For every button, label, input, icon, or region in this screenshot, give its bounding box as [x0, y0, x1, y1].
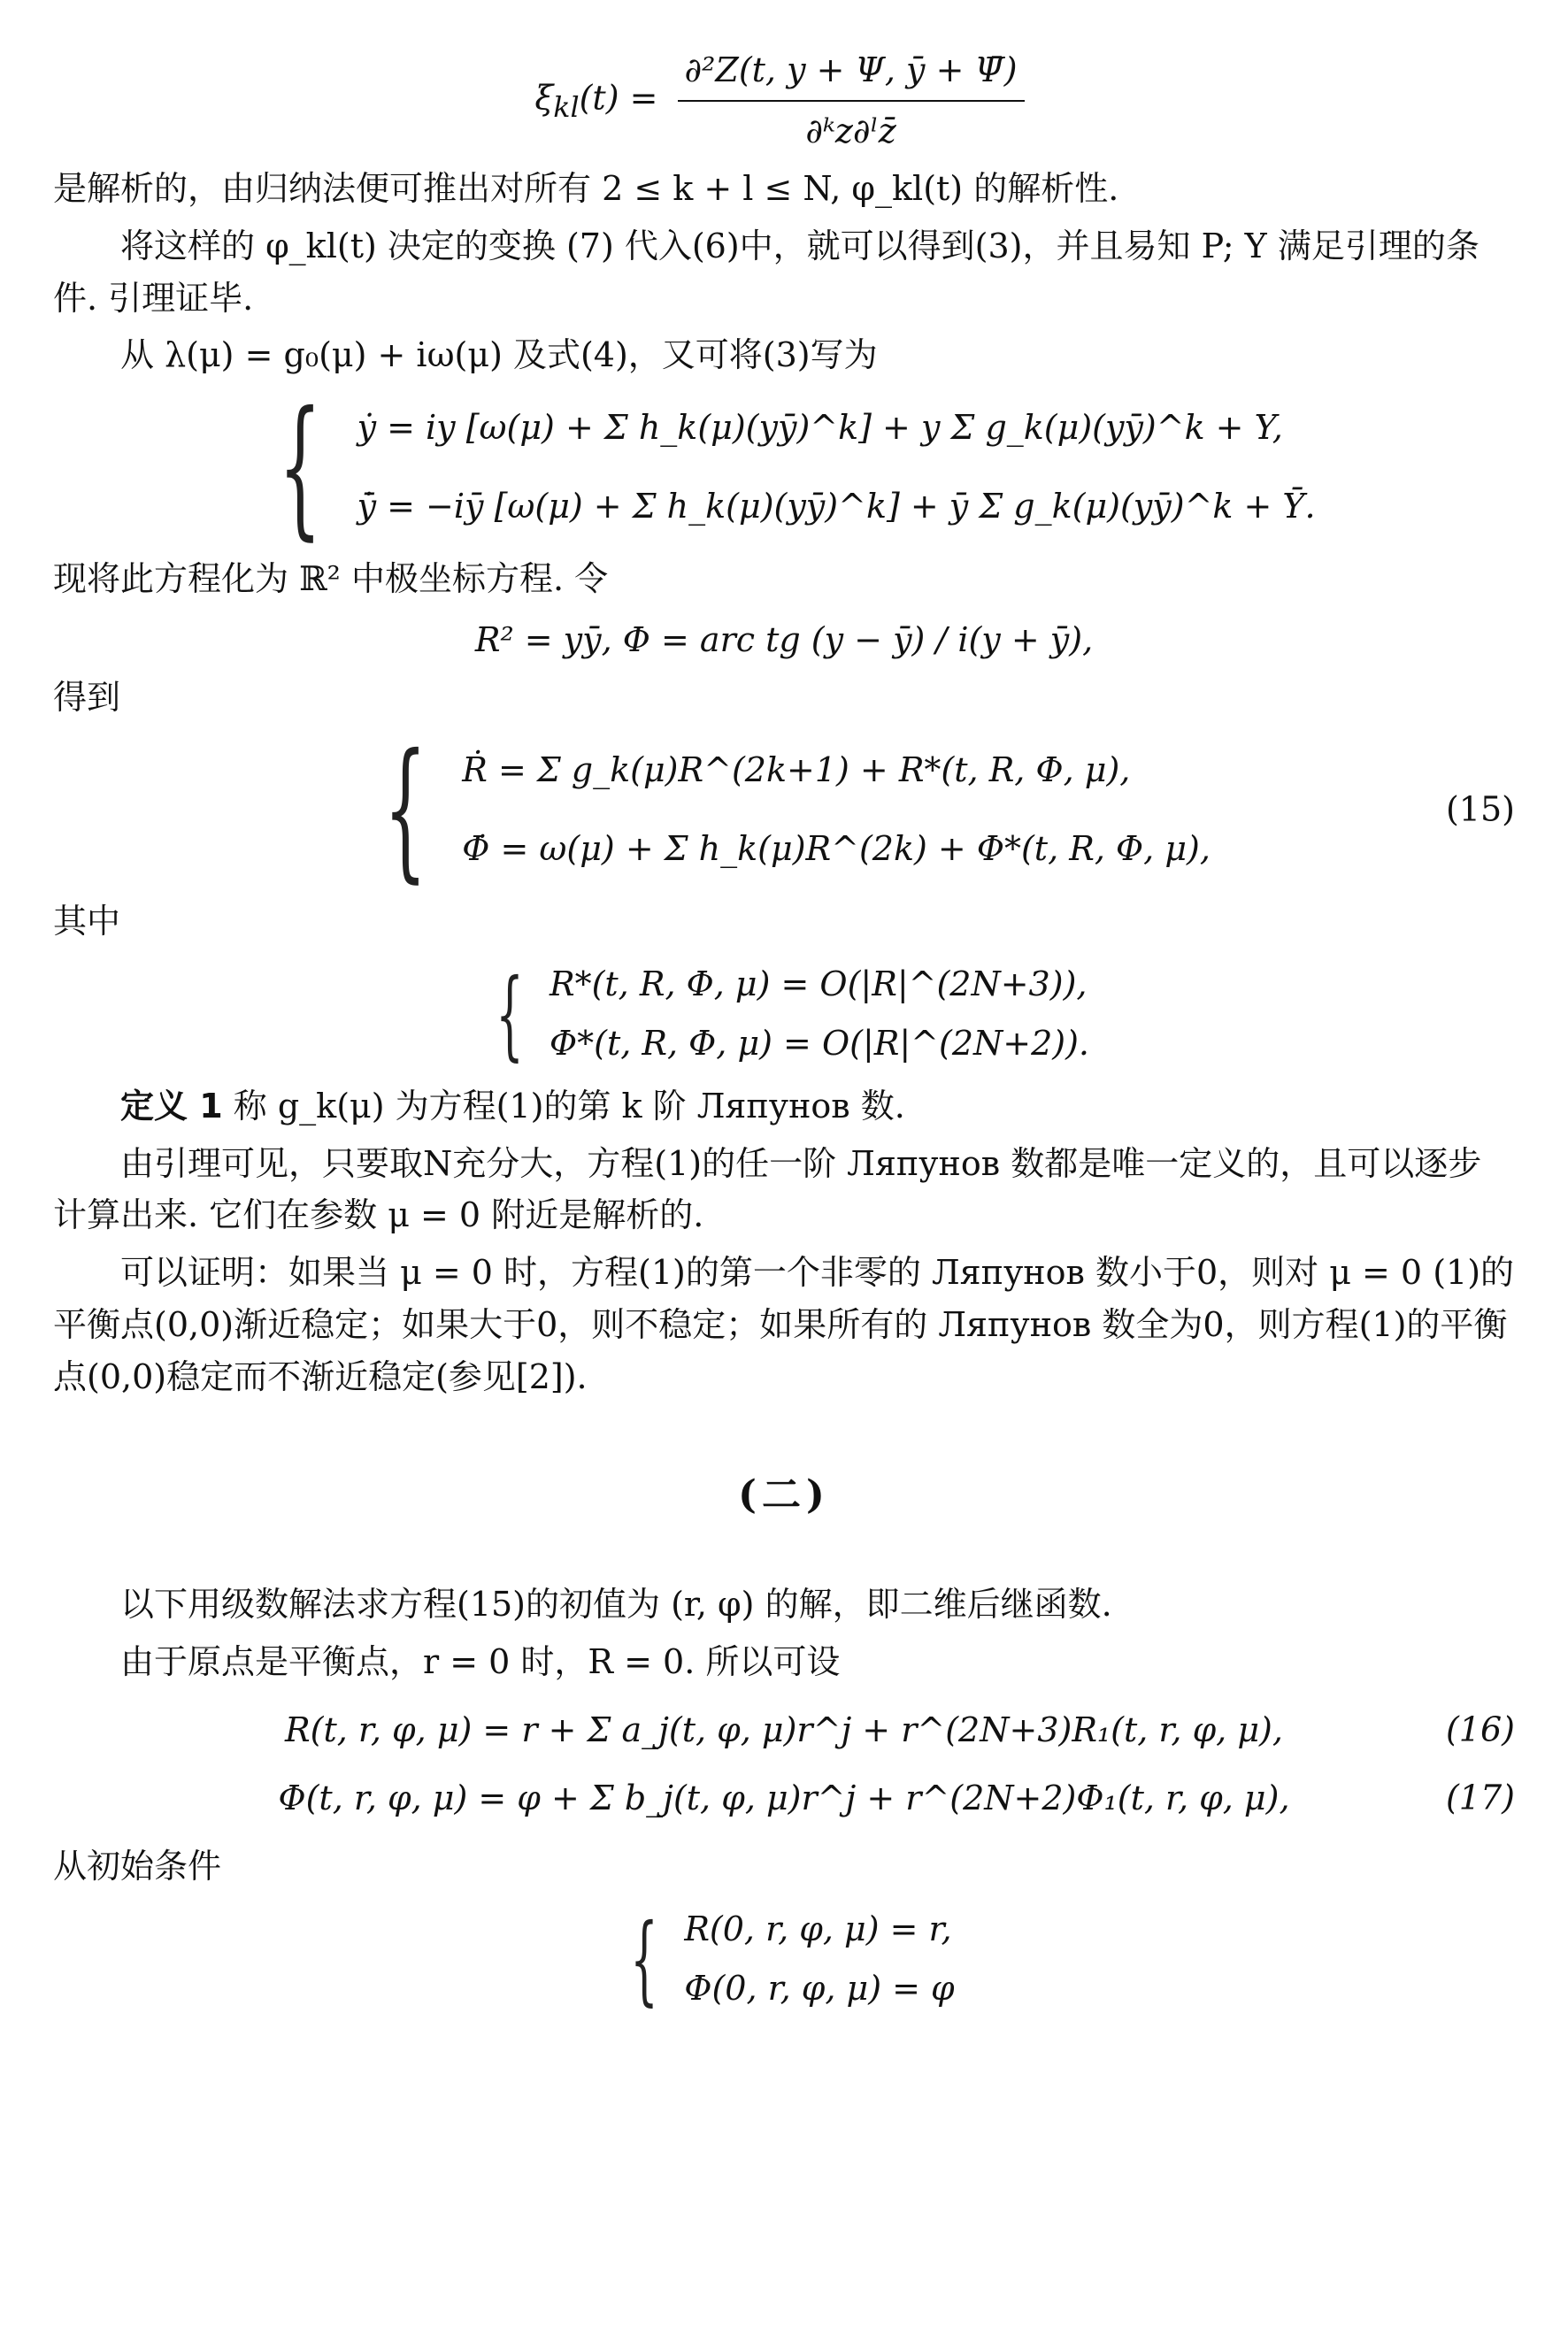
- equation-16: R(t, r, φ, μ) = r + Σ a_j(t, φ, μ)r^j + r^(2N+3)R₁(t, r, φ, μ), (16): [53, 1704, 1515, 1756]
- paragraph-5: 得到: [53, 678, 121, 718]
- definition-text: 称 g_k(μ) 为方程(1)的第 k 阶 Ляпунов 数.: [233, 1086, 905, 1126]
- definition-1: [53, 1080, 1515, 1133]
- equation-number: (16): [1445, 1709, 1515, 1749]
- left-brace-icon: {: [630, 1902, 659, 2016]
- paragraph-2: 将这样的 φ_kl(t) 决定的变换 (7) 代入(6)中，就可以得到(3)，并且易知 P; Y 满足引理的条件. 引理证毕.: [53, 226, 1480, 318]
- xi-fraction: $\frac{\text{∂²Z(t, y + Ψ, ȳ + Ψ̄)}}{\text{∂ᵏz∂ˡz̄}}$: [678, 44, 1025, 158]
- paragraph-6: 其中: [53, 902, 121, 941]
- eq15-line-1: Ṙ = Σ g_k(μ)R^(2k+1) + R*(t, R, Φ, μ),: [462, 750, 1131, 790]
- left-brace-icon: {: [383, 722, 427, 898]
- paragraph-1: 是解析的，由归纳法便可推出对所有 2 ≤ k + l ≤ N, φ_kl(t) 的解析性.: [53, 168, 1119, 208]
- paragraph-3: 从 λ(μ) = g₀(μ) + iω(μ) 及式(4)，又可将(3)写为: [120, 335, 878, 375]
- system-y-line-1: ẏ = iy [ω(μ) + Σ h_k(μ)(yȳ)^k] + y Σ g_k(μ)(yȳ)^k + Y,: [357, 408, 1283, 448]
- paragraph-11: 从初始条件: [53, 1846, 222, 1886]
- paragraph-9: 以下用级数解法求方程(15)的初值为 (r, φ) 的解，即二维后继函数.: [120, 1585, 1112, 1625]
- section-heading: (二): [738, 1472, 830, 1518]
- paragraph-4: 现将此方程化为 ℝ² 中极坐标方程. 令: [53, 559, 609, 599]
- left-brace-icon: {: [496, 957, 524, 1071]
- remainder-line-1: R*(t, R, Φ, μ) = O(|R|^(2N+3)),: [549, 964, 1088, 1003]
- equation-system-y: [53, 380, 1515, 556]
- initial-conditions: [53, 1903, 1515, 2015]
- equation-number: (15): [1445, 789, 1515, 829]
- initial-line-1: R(0, r, φ, μ) = r,: [684, 1909, 952, 1948]
- left-brace-icon: {: [279, 380, 322, 556]
- definition-label: 定义 1: [120, 1086, 223, 1126]
- system-y-line-2: ȳ̇ = −iȳ [ω(μ) + Σ h_k(μ)(yȳ)^k] + ȳ Σ g_k(μ)(yȳ)^k + Ȳ.: [357, 487, 1316, 526]
- polar-definition: R² = yȳ, Φ = arc tg (y − ȳ) / i(y + ȳ),: [474, 620, 1094, 660]
- equation-number: (17): [1445, 1778, 1515, 1817]
- eq15-line-2: Φ̇ = ω(μ) + Σ h_k(μ)R^(2k) + Φ*(t, R, Φ, μ),: [462, 829, 1211, 869]
- initial-line-2: Φ(0, r, φ, μ) = φ: [684, 1968, 955, 2008]
- paragraph-7: 由引理可见，只要取N充分大，方程(1)的任一阶 Ляпунов 数都是唯一定义的，且可以逐步计算出来. 它们在参数 μ = 0 附近是解析的.: [53, 1143, 1482, 1235]
- remainder-system: [53, 958, 1515, 1070]
- remainder-line-2: Φ*(t, R, Φ, μ) = O(|R|^(2N+2)).: [549, 1023, 1090, 1063]
- equation-15: [53, 722, 1515, 898]
- page: [53, 35, 1515, 2024]
- xi-formula: $\xi_{kl}(t)$ = $\frac{\text{∂²Z(t, y + Ψ, ȳ + Ψ̄)}}{\text{∂ᵏz∂ˡz̄}}$: [53, 44, 1515, 158]
- paragraph-10: 由于原点是平衡点，r = 0 时，R = 0. 所以可设: [120, 1642, 841, 1682]
- paragraph-8: 可以证明：如果当 μ = 0 时，方程(1)的第一个非零的 Ляпунов 数小于0，则对 μ = 0 (1)的平衡点(0,0)渐近稳定；如果大于0，则不稳定；如果所有的 Ляпунов 数全为0，则方程(1)的平衡点(0,0)稳定而不渐近稳定(参见[2]).: [53, 1253, 1515, 1397]
- equation-17: Φ(t, r, φ, μ) = φ + Σ b_j(t, φ, μ)r^j + r^(2N+2)Φ₁(t, r, φ, μ), (17): [53, 1772, 1515, 1825]
